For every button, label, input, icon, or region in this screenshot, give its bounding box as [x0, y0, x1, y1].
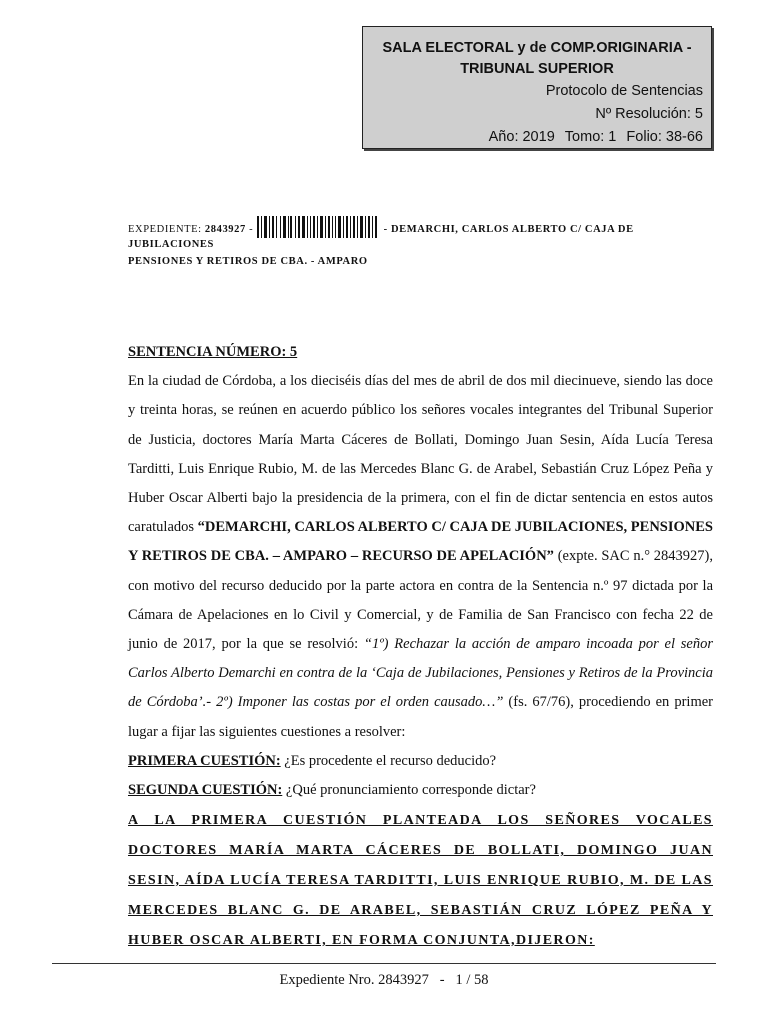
sentencia-paragraph — [128, 367, 713, 747]
segunda-cuestion-label: SEGUNDA CUESTIÓN: — [128, 782, 283, 799]
sentencia-intro: En la ciudad de Córdoba, a los dieciséis días del mes de abril de dos mil diecinueve, siendo las doce y treinta horas, se reúnen en acuerdo público los señores vocales integrantes del Tribunal Superior de Justicia, doctores María Marta Cáceres de Bollati, Domingo Juan Sesin, Aída Lucía Teresa Tarditti, Luis Enrique Rubio, M. de las Mercedes Blanc G. de Arabel, Sebastián Cruz López Peña y Huber Oscar Alberti bajo la presidencia de la primera, con el fin de dictar sentencia en estos autos caratulados — [128, 373, 713, 536]
stamp-folio: Folio: 38-66 — [626, 129, 703, 145]
footer-separator: - — [428, 972, 456, 988]
segunda-cuestion — [128, 776, 713, 806]
primera-cuestion-text: ¿Es procedente el recurso deducido? — [280, 752, 497, 769]
expediente-label: EXPEDIENTE: — [128, 224, 202, 235]
expediente-dash: - — [249, 224, 254, 235]
stamp-tomo: Tomo: 1 — [564, 129, 617, 145]
stamp-protocolo: Protocolo de Sentencias — [545, 83, 703, 99]
case-caption: “DEMARCHI, CARLOS ALBERTO C/ CAJA DE JUBILACIONES, PENSIONES Y RETIROS DE CBA. – AMPARO – RECURSO DE APELACIÓN” — [128, 519, 713, 565]
expediente-caption — [128, 216, 713, 252]
footer-expediente: Expediente Nro. 2843927 — [279, 972, 429, 988]
barcode-image — [257, 216, 379, 238]
sentencia-title — [128, 338, 713, 367]
expediente-caption-part2: PENSIONES Y RETIROS DE CBA. - AMPARO — [128, 256, 368, 267]
stamp-anio: Año: 2019 — [488, 129, 555, 145]
primera-cuestion-label: PRIMERA CUESTIÓN: — [128, 752, 281, 769]
footer-page-number: 1 / 58 — [455, 972, 489, 988]
primera-cuestion-heading: A LA PRIMERA CUESTIÓN PLANTEADA LOS SEÑORES VOCALES DOCTORES MARÍA MARTA CÁCERES DE BOLLATI, DOMINGO JUAN SESIN, AÍDA LUCÍA TERESA TARDITTI, LUIS ENRIQUE RUBIO, M. DE LAS MERCEDES BLANC G. DE ARABEL, SEBASTIÁN CRUZ LÓPEZ PEÑA Y HUBER OSCAR ALBERTI, EN FORMA CONJUNTA,DIJERON: — [128, 812, 713, 948]
resolution-quote: “1º) Rechazar la acción de amparo incoada por el señor Carlos Alberto Demarchi en contra de la ‘Caja de Jubilaciones, Pensiones y Retiros de la Provincia de Córdoba’.- 2º) Imponer las costas por el orden causado…” — [128, 636, 713, 711]
stamp-resolucion: Nº Resolución: 5 — [595, 106, 703, 122]
expediente-caption-part1: - DEMARCHI, CARLOS ALBERTO C/ CAJA DE JUBILACIONES — [128, 224, 634, 250]
stamp-court-line2: TRIBUNAL SUPERIOR — [460, 61, 614, 77]
resolution-stamp — [362, 26, 712, 149]
page-footer — [0, 972, 768, 989]
stamp-court-line1: SALA ELECTORAL y de COMP.ORIGINARIA - — [382, 40, 692, 56]
footer-divider — [52, 963, 716, 964]
sentencia-title-text: SENTENCIA NÚMERO: 5 — [128, 344, 298, 360]
sentencia-expte: (expte. SAC n.° 2843927), con motivo del recurso deducido por la parte actora en contra de la Sentencia n.º 97 dictada por la Cámara de Apelaciones en lo Civil y Comercial, y de Familia de San Francisco con fecha 22 de junio de 2017, por la que se resolvió: — [128, 548, 713, 653]
segunda-cuestion-text: ¿Qué pronunciamiento corresponde dictar? — [282, 782, 536, 799]
expediente-number: 2843927 — [204, 224, 246, 235]
primera-cuestion — [128, 747, 713, 777]
sentencia-after-quote: (fs. 67/76), procediendo en primer lugar a fijar las siguientes cuestiones a resolver: — [128, 694, 713, 740]
stamp-year-volume-folio — [371, 126, 703, 149]
sentencia-body — [128, 338, 713, 956]
